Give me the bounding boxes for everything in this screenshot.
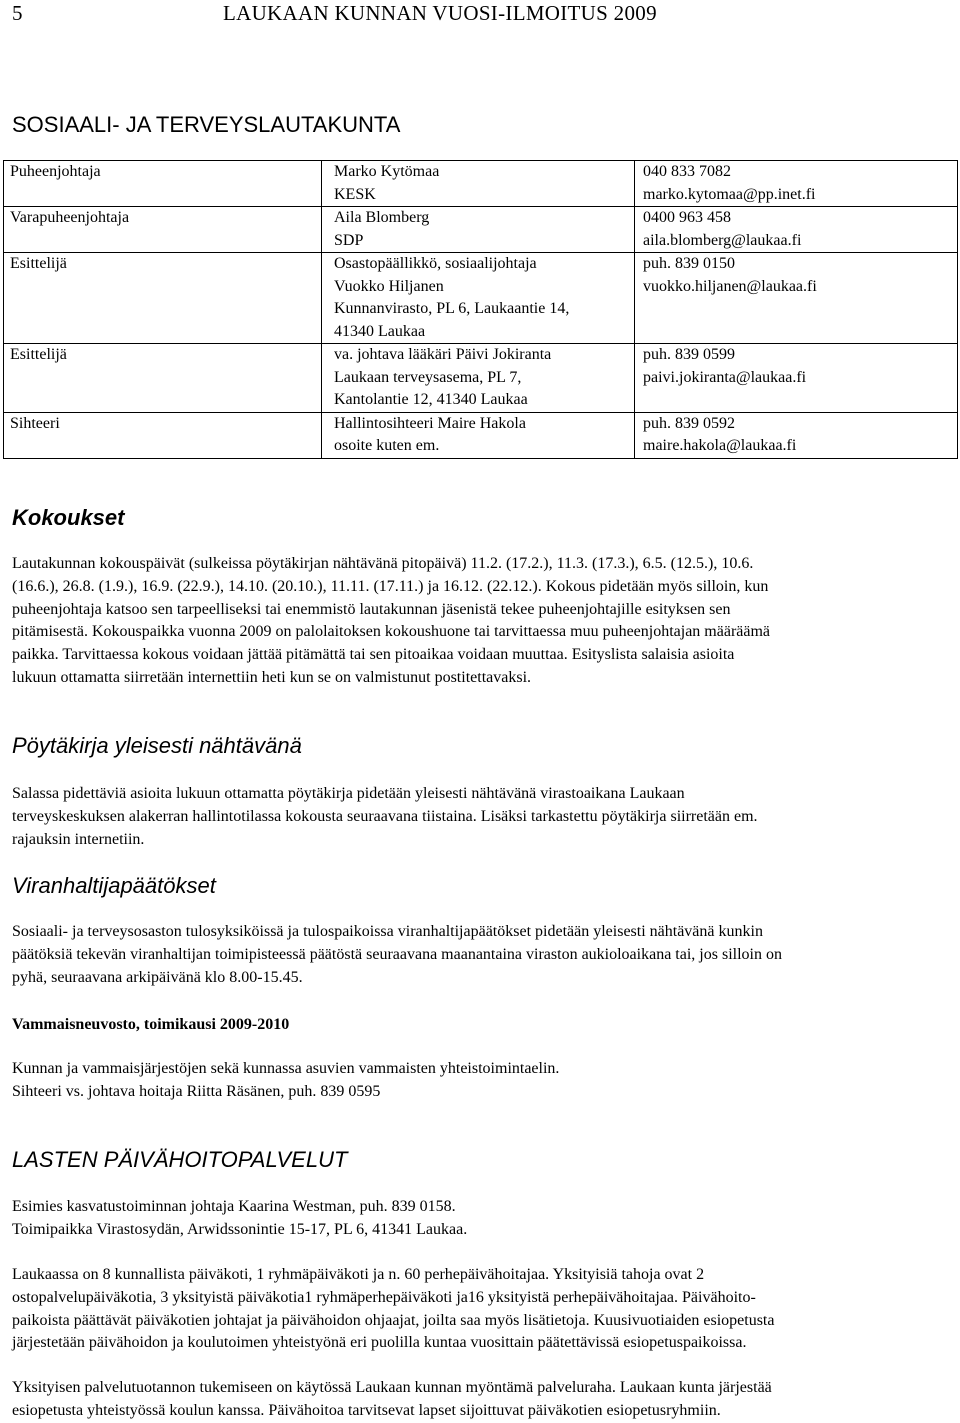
person-line: Kunnanvirasto, PL 6, Laukaantie 14, [334, 300, 570, 317]
person-line: SDP [334, 231, 364, 249]
page-header [0, 1, 960, 29]
heading-vammaisneuvosto: Vammaisneuvosto, toimikausi 2009-2010 [12, 1016, 290, 1033]
person-line: Hallintosihteeri Maire Hakola [334, 414, 526, 432]
text-line: Salassa pidettäviä asioita lukuun ottamatta pöytäkirja pidetään yleisesti nähtävänä virastoaikana Laukaan [12, 785, 685, 802]
text-line: Yksityisen palvelutuotannon tukemiseen on käytössä Laukaan kunnan myöntämä palveluraha. Laukaan kunta järjestää [12, 1379, 772, 1396]
text-line: ostopalvelupäiväkotia, 3 yksityistä päiväkotia1 ryhmäperhepäiväkoti ja16 yksityistä perhepäivähoitajaa. Päivähoito- [12, 1288, 756, 1306]
paragraph-lasten-intro [12, 1196, 952, 1242]
text-line: pitämisestä. Kokouspaikka vuonna 2009 on palolaitoksen kokoushuone tai tarvittaessa muu puheenjohtajan määräämä [12, 623, 771, 641]
document-title: LAUKAAN KUNNAN VUOSI-ILMOITUS 2009 [223, 1, 657, 25]
member-contact [635, 344, 958, 413]
person-line: va. johtava lääkäri Päivi Jokiranta [334, 346, 552, 363]
heading-viranhaltija: Viranhaltijapäätökset [12, 873, 216, 898]
role-text: Varapuheenjohtaja [10, 209, 130, 226]
member-contact [635, 253, 958, 344]
text-line: järjestetään päivähoidon ja koulutoimen yhteistyönä eri puolilla kuntaa vuosittain päätettävissä esiopetuspaikoissa. [12, 1334, 747, 1352]
member-contact [635, 161, 958, 207]
member-role [4, 207, 322, 253]
person-line: Osastopäällikkö, sosiaalijohtaja [334, 255, 537, 272]
role-text: Esittelijä [10, 346, 67, 363]
member-role [4, 161, 322, 207]
contact-line: puh. 839 0150 [643, 255, 735, 272]
member-row [4, 207, 958, 253]
contact-line: 0400 963 458 [643, 209, 731, 226]
person-line: osoite kuten em. [334, 437, 440, 454]
member-person [322, 207, 635, 253]
paragraph-kokoukset [12, 553, 952, 690]
text-line: päätöksiä tekevän viranhaltijan toimipisteessä päätöstä seuraavana maanantaina viraston aukioloaikana tai, jos silloin on [12, 945, 782, 963]
text-line: Laukaassa on 8 kunnallista päiväkoti, 1 ryhmäpäiväkoti ja n. 60 perhepäivähoitajaa. Yksityisiä tahoja ovat 2 [12, 1266, 705, 1283]
paragraph-viranhaltija [12, 921, 952, 989]
person-line: Kantolantie 12, 41340 Laukaa [334, 391, 528, 408]
member-person [322, 412, 635, 458]
person-line: Marko Kytömaa [334, 163, 440, 180]
contact-line: aila.blomberg@laukaa.fi [643, 231, 802, 249]
member-contact [635, 412, 958, 458]
person-line: Aila Blomberg [334, 209, 430, 226]
heading-lasten: LASTEN PÄIVÄHOITOPALVELUT [12, 1147, 348, 1172]
contact-line: paivi.jokiranta@laukaa.fi [643, 368, 807, 386]
role-text: Puheenjohtaja [10, 163, 101, 180]
member-row [4, 253, 958, 344]
members-table [3, 160, 958, 459]
contact-line: vuokko.hiljanen@laukaa.fi [643, 277, 817, 295]
text-line: pyhä, seuraavana arkipäivänä klo 8.00-15.45. [12, 968, 303, 986]
paragraph-lasten-2 [12, 1377, 952, 1423]
role-text: Sihteeri [10, 414, 60, 432]
member-person [322, 161, 635, 207]
text-line: lukuun ottamatta siirretään internettiin heti kun se on valmistunut postitettavaksi. [12, 668, 532, 686]
person-line: Laukaan terveysasema, PL 7, [334, 368, 522, 386]
text-line: esiopetusta yhteistyössä koulun kanssa. Päivähoitoa tarvitsevat lapset sijoittuvat päiväkotien esiopetusryhmiin. [12, 1401, 721, 1419]
contact-line: puh. 839 0592 [643, 414, 735, 432]
member-contact [635, 207, 958, 253]
person-line: KESK [334, 185, 376, 203]
text-line: puheenjohtaja katsoo sen tarpeelliseksi tai enemmistö lautakunnan jäsenistä tekee puheenjohtajille esityksen sen [12, 600, 731, 618]
person-line: Vuokko Hiljanen [334, 277, 444, 295]
text-line: terveyskeskuksen alakerran hallintotilassa kokousta seuraavana tiistaina. Lisäksi tarkastettu pöytäkirja siirretään em. [12, 807, 758, 825]
text-line: Toimipaikka Virastosydän, Arwidssonintie 15-17, PL 6, 41341 Laukaa. [12, 1220, 468, 1238]
contact-line: marko.kytomaa@pp.inet.fi [643, 185, 816, 203]
member-row [4, 412, 958, 458]
text-line: Sosiaali- ja terveysosaston tulosyksiköissä ja tulospaikoissa viranhaltijapäätökset pidetään yleisesti nähtävänä kunkin [12, 923, 763, 940]
member-person [322, 253, 635, 344]
page-number: 5 [12, 1, 23, 25]
paragraph-lasten-1 [12, 1264, 952, 1355]
member-role [4, 253, 322, 344]
paragraph-poytakirja [12, 783, 952, 851]
member-row [4, 344, 958, 413]
member-row [4, 161, 958, 207]
role-text: Esittelijä [10, 255, 67, 272]
text-line: Kunnan ja vammaisjärjestöjen sekä kunnassa asuvien vammaisten yhteistoimintaelin. [12, 1060, 560, 1077]
member-role [4, 412, 322, 458]
text-line: Esimies kasvatustoiminnan johtaja Kaarina Westman, puh. 839 0158. [12, 1198, 456, 1215]
person-line: 41340 Laukaa [334, 322, 426, 340]
member-role [4, 344, 322, 413]
text-line: rajauksin internetiin. [12, 830, 145, 848]
member-person [322, 344, 635, 413]
text-line: Lautakunnan kokouspäivät (sulkeissa pöytäkirjan nähtävänä pitopäivä) 11.2. (17.2.), 11.3. (17.3.), 6.5. (12.5.), 10.6. [12, 555, 754, 572]
text-line: paikka. Tarvittaessa kokous voidaan jättää pitämättä tai sen pitoaikaa voidaan muuttaa. Esityslista salaisia asioita [12, 646, 735, 664]
text-line: paikoista päättävät päiväkotien johtajat ja päivähoidon ohjaajat, joilta saa myös lisätietoja. Kuusivuotiaiden esiopetusta [12, 1311, 775, 1329]
text-line: Sihteeri vs. johtava hoitaja Riitta Räsänen, puh. 839 0595 [12, 1082, 381, 1100]
section-heading-main: SOSIAALI- JA TERVEYSLAUTAKUNTA [12, 112, 401, 137]
text-line: (16.6.), 26.8. (1.9.), 16.9. (22.9.), 14.10. (20.10.), 11.11. (17.11.) ja 16.12. (22.12.). Kokous pidetään myös silloin, kun [12, 577, 769, 595]
contact-line: maire.hakola@laukaa.fi [643, 437, 797, 454]
heading-poytakirja: Pöytäkirja yleisesti nähtävänä [12, 733, 302, 758]
heading-kokoukset: Kokoukset [12, 505, 125, 530]
contact-line: 040 833 7082 [643, 163, 731, 180]
paragraph-vammaisneuvosto [12, 1058, 952, 1104]
contact-line: puh. 839 0599 [643, 346, 735, 363]
